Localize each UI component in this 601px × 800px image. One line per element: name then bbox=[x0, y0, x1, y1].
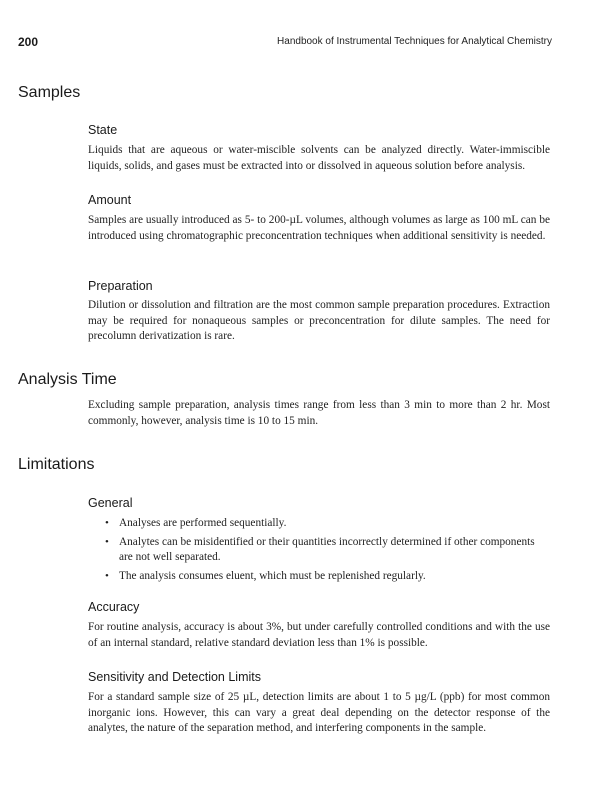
section-heading-analysis-time: Analysis Time bbox=[18, 371, 117, 388]
section-heading-samples: Samples bbox=[18, 84, 81, 101]
bullet-icon: • bbox=[105, 569, 109, 582]
bullet-icon: • bbox=[105, 535, 109, 548]
bullet-list bbox=[103, 516, 550, 587]
subheading-sensitivity: Sensitivity and Detection Limits bbox=[88, 670, 261, 684]
list-item-text: Analytes can be misidentified or their quantities incorrectly determined if other components are not well separated. bbox=[119, 535, 535, 563]
subheading-preparation: Preparation bbox=[88, 279, 153, 293]
subheading-state: State bbox=[88, 123, 118, 137]
section-heading-limitations: Limitations bbox=[18, 456, 95, 473]
list-item bbox=[103, 535, 550, 566]
running-title: Handbook of Instrumental Techniques for Analytical Chemistry bbox=[277, 36, 552, 47]
paragraph-state: Liquids that are aqueous or water-miscible solvents can be analyzed directly. Water-immiscible liquids, solids, and gases must be extracted into or dissolved in aqueous solution before analysis. bbox=[88, 144, 550, 172]
list-item-text: The analysis consumes eluent, which must be replenished regularly. bbox=[119, 569, 426, 582]
page-number: 200 bbox=[18, 35, 39, 49]
subheading-general: General bbox=[88, 496, 133, 510]
list-item bbox=[103, 569, 550, 585]
subheading-accuracy: Accuracy bbox=[88, 600, 140, 614]
paragraph-preparation: Dilution or dissolution and filtration are the most common sample preparation procedures. Extraction may be required for nonaqueous samples or preconcentration for dilute samples. The need for precolumn derivatization is rare. bbox=[88, 299, 550, 342]
bullet-icon: • bbox=[105, 517, 109, 529]
paragraph-analysis-time: Excluding sample preparation, analysis times range from less than 3 min to more than 2 hr. Most commonly, however, analysis time is 10 to 15 min. bbox=[88, 399, 550, 427]
paragraph-amount: Samples are usually introduced as 5- to 200-µL volumes, although volumes as large as 100 mL can be introduced using chromatographic preconcentration techniques when additional sensitivity is needed. bbox=[88, 214, 550, 242]
paragraph-accuracy: For routine analysis, accuracy is about 3%, but under carefully controlled conditions and with the use of an internal standard, relative standard deviation less than 1% is possible. bbox=[88, 621, 550, 649]
list-item-text: Analyses are performed sequentially. bbox=[119, 517, 287, 529]
list-item bbox=[103, 516, 550, 532]
subheading-amount: Amount bbox=[88, 193, 132, 207]
paragraph-sensitivity: For a standard sample size of 25 µL, detection limits are about 1 to 5 µg/L (ppb) for most common inorganic ions. However, this can vary a great deal depending on the detector response of the analytes, the nature of the separation method, and interfering components in the sample. bbox=[88, 691, 550, 734]
